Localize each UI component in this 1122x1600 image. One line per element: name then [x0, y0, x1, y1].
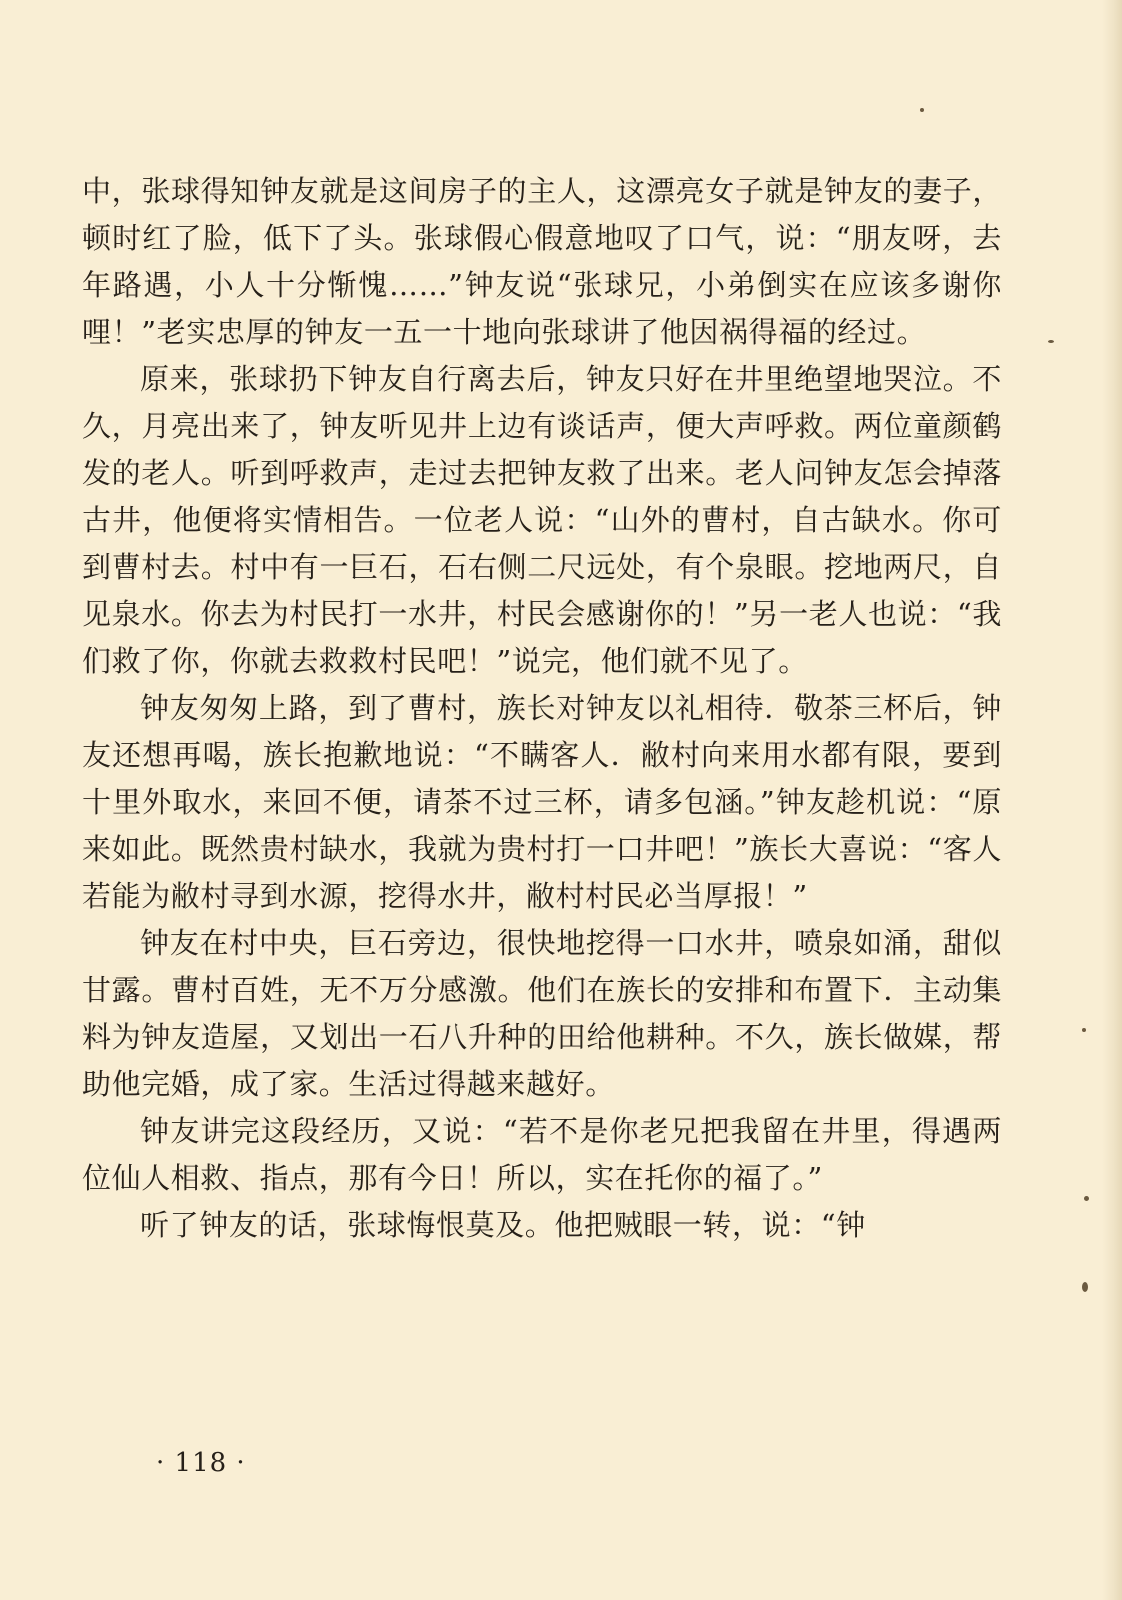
paper-speck	[1048, 340, 1054, 343]
paragraph: 钟友在村中央，巨石旁边，很快地挖得一口水井，喷泉如涌，甜似甘露。曹村百姓，无不万分感激。他们在族长的安排和布置下．主动集料为钟友造屋，又划出一石八升种的田给他耕种。不久，族长做媒，帮助他完婚，成了家。生活过得越来越好。	[82, 926, 1002, 1101]
paragraph: 原来，张球扔下钟友自行离去后，钟友只好在井里绝望地哭泣。不久，月亮出来了，钟友听见井上边有谈话声，便大声呼救。两位童颜鹤发的老人。听到呼救声，走过去把钟友救了出来。老人问钟友怎会掉落古井，他便将实情相告。一位老人说：“山外的曹村，自古缺水。你可到曹村去。村中有一巨石，石右侧二尺远处，有个泉眼。挖地两尺，自见泉水。你去为村民打一水井，村民会感谢你的！”另一老人也说：“我们救了你，你就去救救村民吧！”说完，他们就不见了。	[82, 362, 1002, 678]
page-number: · 118 ·	[156, 1448, 246, 1478]
paragraph: 钟友匆匆上路，到了曹村，族长对钟友以礼相待．敬茶三杯后，钟友还想再喝，族长抱歉地说：“不瞒客人．敝村向来用水都有限，要到十里外取水，来回不便，请茶不过三杯，请多包涵。”钟友趁机说：“原来如此。既然贵村缺水，我就为贵村打一口井吧！”族长大喜说：“客人若能为敝村寻到水源，挖得水井，敝村村民必当厚报！”	[82, 691, 1002, 913]
paper-speck	[1082, 1282, 1088, 1292]
paper-speck	[920, 108, 924, 112]
paragraph: 听了钟友的话，张球悔恨莫及。他把贼眼一转，说：“钟	[140, 1208, 866, 1242]
body-text	[82, 168, 1002, 1249]
paragraph: 钟友讲完这段经历，又说：“若不是你老兄把我留在井里，得遇两位仙人相救、指点，那有今日！所以，实在托你的福了。”	[82, 1114, 1002, 1195]
paper-speck	[1082, 1028, 1086, 1032]
page-edge-shadow	[1102, 0, 1122, 1600]
paragraph: 中，张球得知钟友就是这间房子的主人，这漂亮女子就是钟友的妻子，顿时红了脸，低下了头。张球假心假意地叹了口气，说：“朋友呀，去年路遇，小人十分惭愧……”钟友说“张球兄，小弟倒实在应该多谢你哩！”老实忠厚的钟友一五一十地向张球讲了他因祸得福的经过。	[82, 174, 1002, 349]
paper-speck	[1084, 1196, 1089, 1201]
